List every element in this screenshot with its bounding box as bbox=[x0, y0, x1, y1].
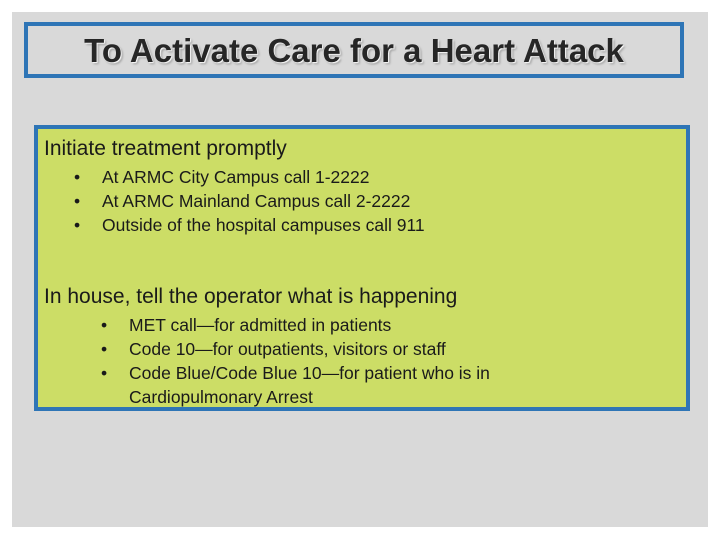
content-box bbox=[34, 125, 690, 411]
list-item bbox=[74, 189, 425, 213]
list-item-text: At ARMC Mainland Campus call 2-2222 bbox=[102, 191, 411, 211]
slide bbox=[12, 12, 708, 527]
list-item bbox=[74, 213, 425, 237]
list-item-text: MET call—for admitted in patients bbox=[129, 315, 392, 335]
list-item-text: Code 10—for outpatients, visitors or staff bbox=[129, 339, 446, 359]
section-heading-in-house: In house, tell the operator what is happening bbox=[44, 285, 458, 308]
list-item-text: Outside of the hospital campuses call 911 bbox=[102, 215, 425, 235]
bullet-list-call-numbers bbox=[74, 165, 425, 237]
list-item bbox=[74, 165, 425, 189]
title-box bbox=[24, 22, 684, 78]
section-heading-initiate: Initiate treatment promptly bbox=[44, 137, 287, 160]
bullet-icon: • bbox=[74, 215, 81, 235]
bullet-icon: • bbox=[101, 339, 108, 359]
slide-title: To Activate Care for a Heart Attack bbox=[84, 32, 624, 69]
list-item-text: At ARMC City Campus call 1-2222 bbox=[102, 167, 370, 187]
list-item bbox=[101, 337, 541, 361]
bullet-list-codes bbox=[101, 313, 541, 409]
list-item bbox=[101, 361, 541, 409]
list-item bbox=[101, 313, 541, 337]
bullet-icon: • bbox=[101, 315, 108, 335]
list-item-text: Code Blue/Code Blue 10—for patient who is in Cardiopulmonary Arrest bbox=[129, 363, 490, 407]
bullet-icon: • bbox=[74, 167, 81, 187]
bullet-icon: • bbox=[74, 191, 81, 211]
bullet-icon: • bbox=[101, 363, 108, 383]
